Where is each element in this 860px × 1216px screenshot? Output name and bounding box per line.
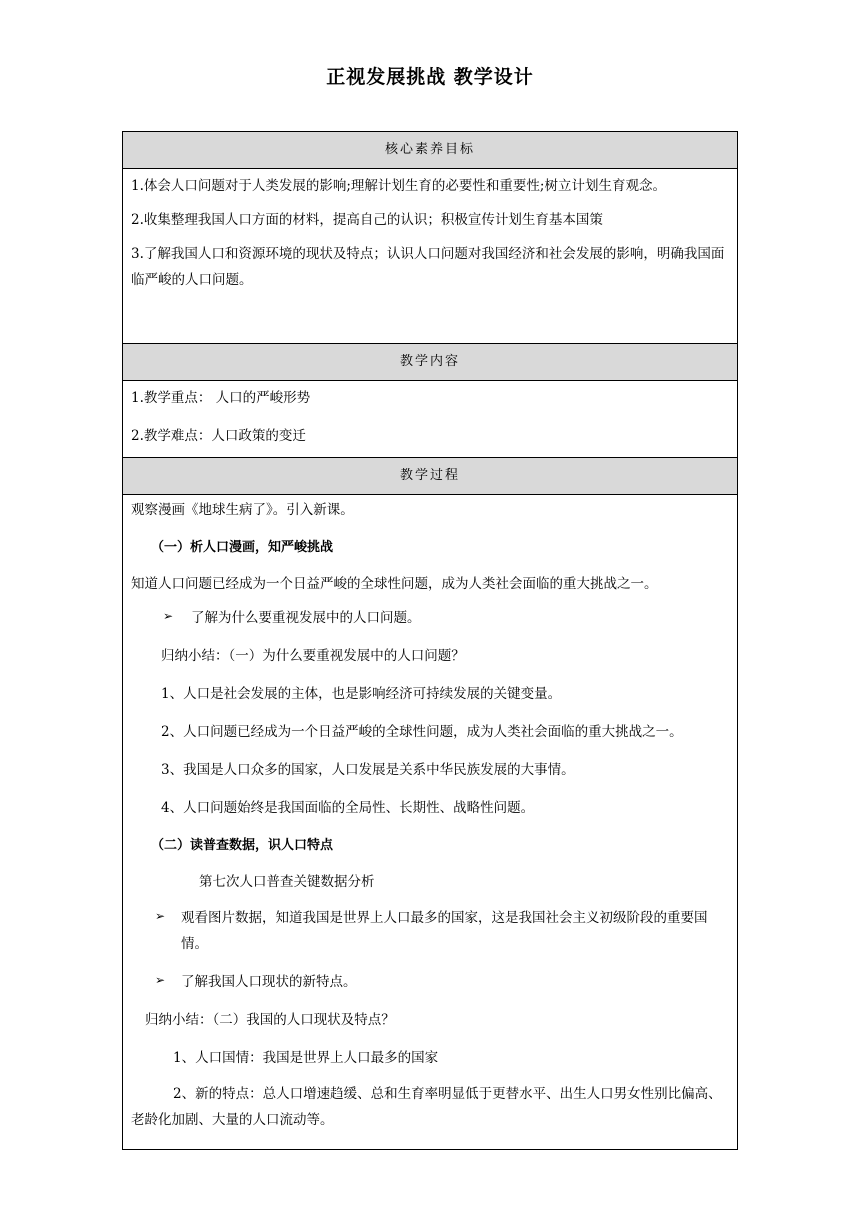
summary-point: 2、新的特点：总人口增速趋缓、总和生育率明显低于更替水平、出生人口男女性别比偏高、老龄化加剧、大量的人口流动等。 xyxy=(131,1086,722,1128)
goal-item: 1.体会人口问题对于人类发展的影响;理解计划生育的必要性和重要性;树立计划生育观念。 xyxy=(131,178,666,194)
content-section xyxy=(123,381,737,458)
part1-summary: 归纳小结：（一）为什么要重视发展中的人口问题？ xyxy=(161,648,465,664)
bullet-arrow-icon: ➢ xyxy=(155,973,166,987)
summary-point: 3、我国是人口众多的国家，人口发展是关系中华民族发展的大事情。 xyxy=(161,762,575,778)
intro-text: 观察漫画《地球生病了》。引入新课。 xyxy=(131,502,354,518)
process-section xyxy=(123,495,737,1149)
lesson-plan-table xyxy=(122,131,738,1150)
document-title: 正视发展挑战 教学设计 xyxy=(326,66,534,88)
summary-point: 1、人口是社会发展的主体，也是影响经济可持续发展的关键变量。 xyxy=(161,686,562,702)
part2-heading: （二）读普查数据，识人口特点 xyxy=(151,838,334,853)
goals-section xyxy=(123,169,737,344)
goal-item: 3.了解我国人口和资源环境的现状及特点；认识人口问题对我国经济和社会发展的影响，明确我国面临严峻的人口问题。 xyxy=(131,246,725,288)
goal-item: 2.收集整理我国人口方面的材料，提高自己的认识；积极宣传计划生育基本国策 xyxy=(131,212,603,228)
part2-bullet: 了解我国人口现状的新特点。 xyxy=(181,974,357,990)
summary-point: 4、人口问题始终是我国面临的全局性、长期性、战略性问题。 xyxy=(161,800,535,816)
part2-subtitle: 第七次人口普查关键数据分析 xyxy=(199,874,375,890)
summary-point: 2、人口问题已经成为一个日益严峻的全球性问题，成为人类社会面临的重大挑战之一。 xyxy=(161,724,683,740)
part1-heading: （一）析人口漫画，知严峻挑战 xyxy=(151,540,334,555)
process-header: 教学过程 xyxy=(123,458,737,495)
bullet-arrow-icon: ➢ xyxy=(155,909,166,923)
goals-header: 核心素养目标 xyxy=(123,132,737,169)
key-point: 1.教学重点： 人口的严峻形势 xyxy=(131,390,311,406)
part1-text: 知道人口问题已经成为一个日益严峻的全球性问题，成为人类社会面临的重大挑战之一。 xyxy=(131,576,658,592)
part2-bullet: 观看图片数据，知道我国是世界上人口最多的国家，这是我国社会主义初级阶段的重要国情。 xyxy=(181,910,708,952)
difficult-point: 2.教学难点：人口政策的变迁 xyxy=(131,428,306,444)
part2-summary: 归纳小结：（二）我国的人口现状及特点？ xyxy=(145,1012,395,1028)
content-header: 教学内容 xyxy=(123,344,737,381)
bullet-arrow-icon: ➢ xyxy=(163,609,174,623)
part1-bullet: 了解为什么要重视发展中的人口问题。 xyxy=(191,610,421,626)
summary-point: 1、人口国情：我国是世界上人口最多的国家 xyxy=(173,1050,439,1066)
